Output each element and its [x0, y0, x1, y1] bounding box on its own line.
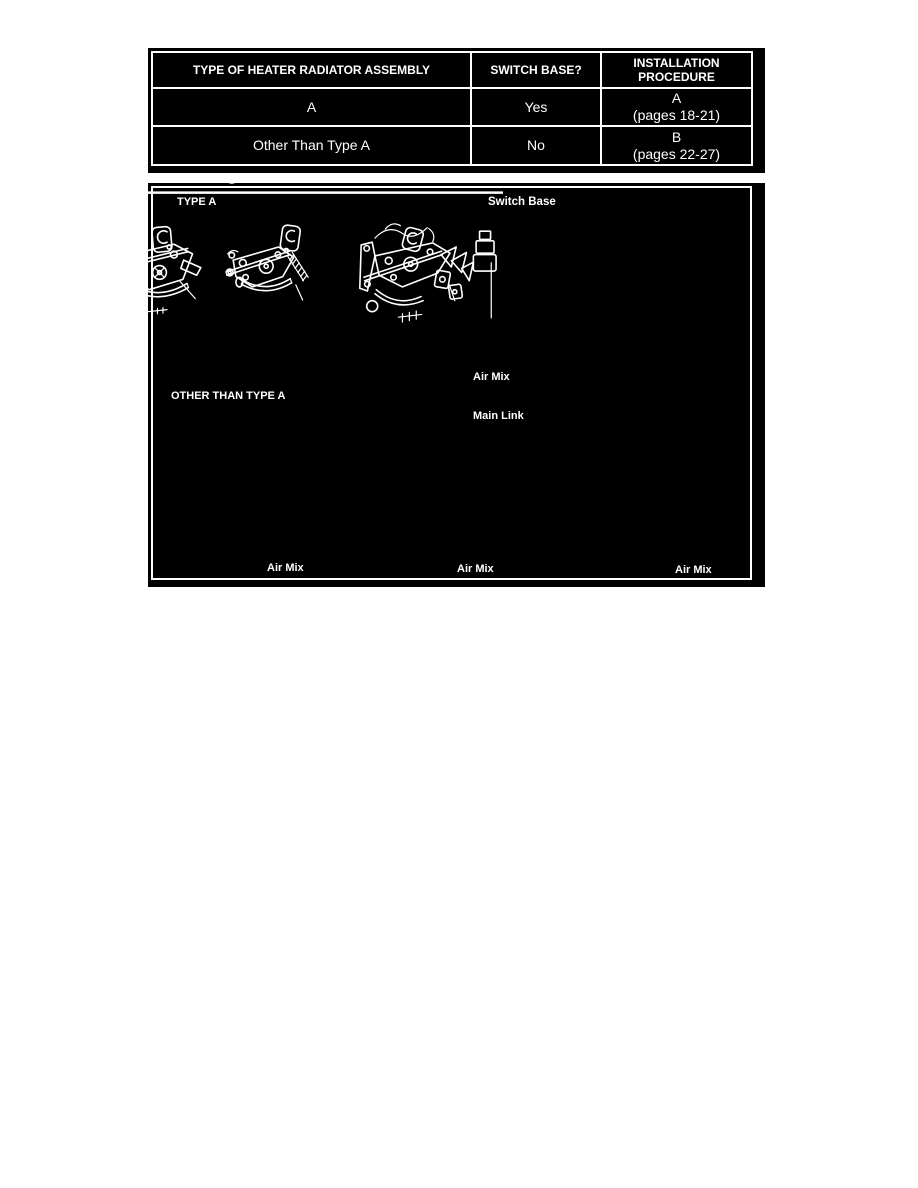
air-mix-callout-line1: Air Mix — [675, 564, 712, 576]
air-mix-callout-line2: Main Link — [457, 602, 508, 614]
procedure-letter: B — [671, 128, 682, 145]
cell-assembly-type-other: Other Than Type A — [152, 126, 471, 165]
switch-base-callout: Switch Base — [488, 196, 556, 208]
section-title-type-a: TYPE A — [177, 196, 217, 208]
air-mix-callout-line2: Main Link — [267, 601, 318, 613]
procedure-pages: (pages 22-27) — [632, 145, 721, 162]
air-mix-callout-line1: Air Mix — [473, 371, 510, 383]
procedure-letter: A — [671, 90, 682, 106]
cell-switch-base-yes: Yes — [471, 88, 601, 126]
variant-1-illustration — [148, 226, 201, 315]
cell-procedure-b — [601, 126, 752, 165]
table-block-backdrop — [148, 48, 765, 173]
col-header-installation-procedure: INSTALLATION PROCEDURE — [601, 52, 752, 88]
cell-procedure-a — [601, 88, 752, 126]
air-mix-callout-2 — [457, 537, 508, 628]
table-header-row — [152, 52, 752, 88]
air-mix-callout-line2: Main Link — [473, 410, 524, 422]
figure-block — [148, 183, 765, 587]
air-mix-leader-line-2 — [296, 285, 303, 300]
air-mix-callout-type-a — [473, 345, 524, 436]
variant-3-illustration — [360, 224, 496, 322]
col-header-switch-base: SWITCH BASE? — [471, 52, 601, 88]
table-row — [152, 126, 752, 165]
procedure-pages: (pages 18-21) — [632, 107, 721, 123]
air-mix-callout-3 — [675, 538, 726, 629]
air-mix-callout-1 — [267, 536, 318, 627]
col-header-assembly-type: TYPE OF HEATER RADIATOR ASSEMBLY — [152, 52, 471, 88]
section-title-other-than-type-a: OTHER THAN TYPE A — [171, 390, 286, 402]
cell-assembly-type-a: A — [152, 88, 471, 126]
cell-switch-base-no: No — [471, 126, 601, 165]
air-mix-callout-line1: Air Mix — [267, 562, 304, 574]
air-mix-callout-line1: Air Mix — [457, 563, 494, 575]
table-row — [152, 88, 752, 126]
figure-line-art — [148, 183, 765, 587]
variant-2-illustration — [226, 225, 308, 291]
heater-radiator-table — [151, 51, 753, 166]
air-mix-callout-line2: Main Link — [675, 603, 726, 615]
